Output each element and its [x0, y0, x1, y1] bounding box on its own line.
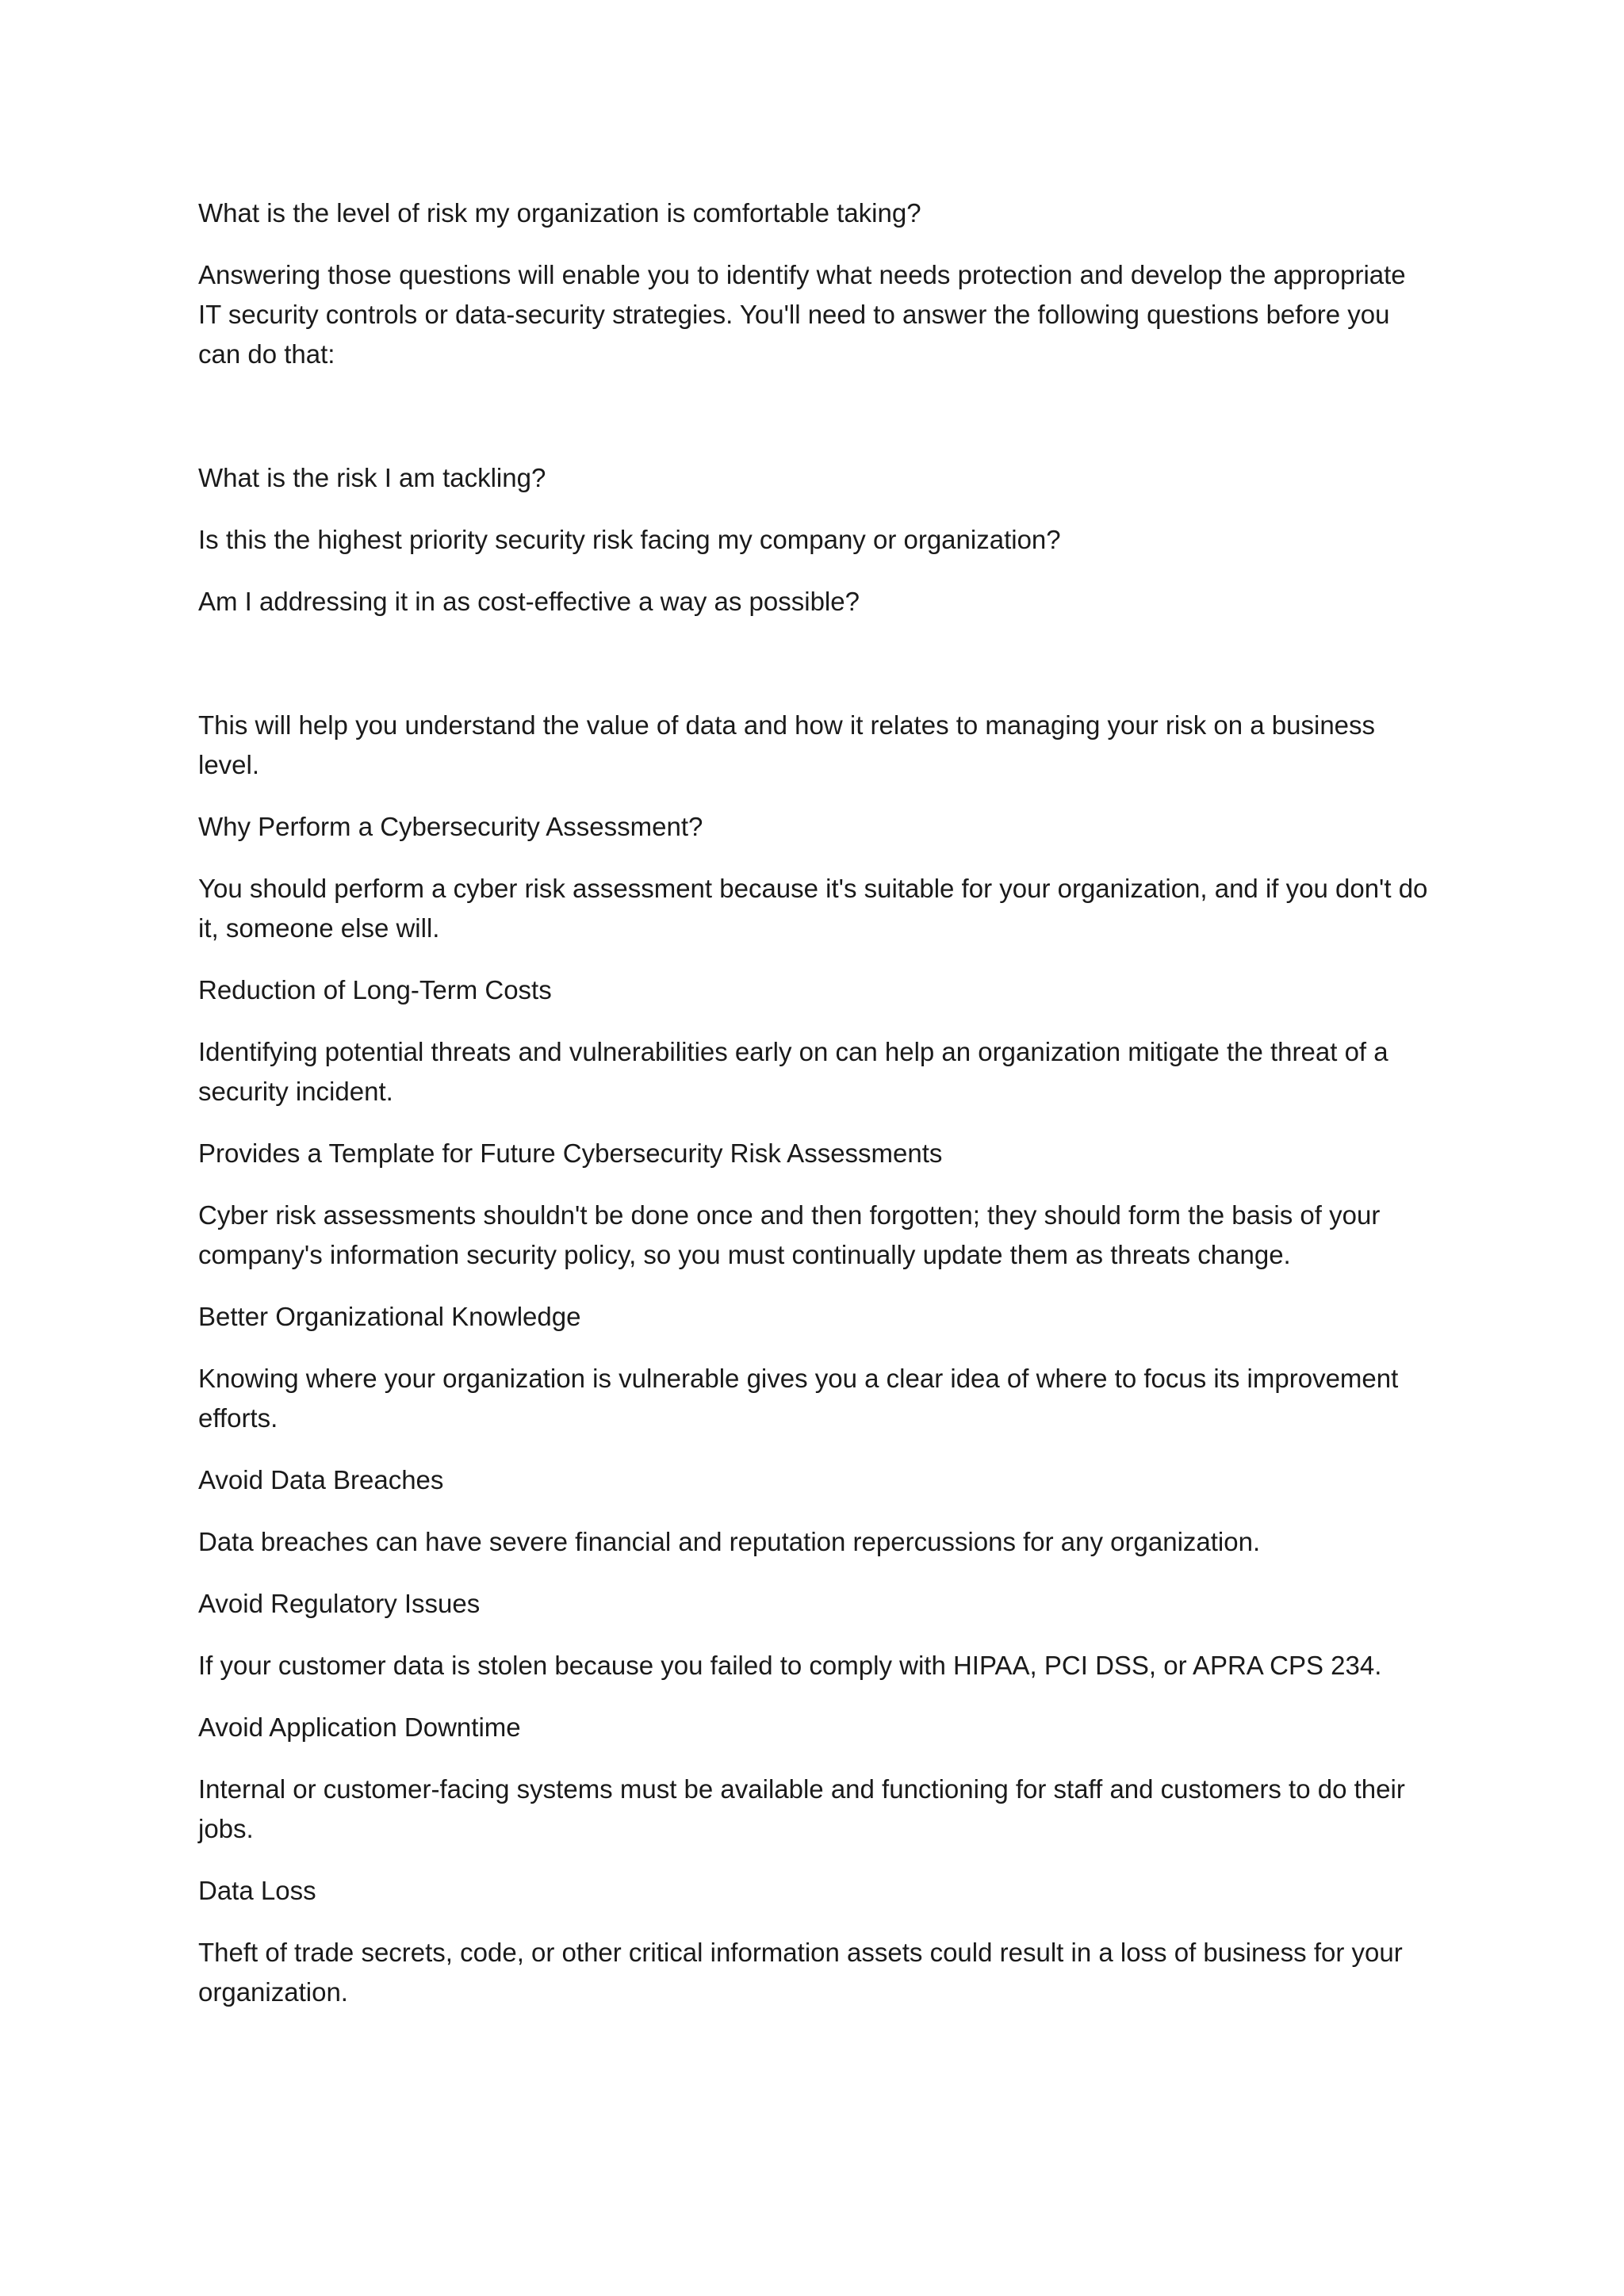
paragraph-assessments-basis: Cyber risk assessments shouldn't be done once and then forgotten; they should form the basis of your company's information security policy, so you must continually update them as threats change. — [198, 1200, 1381, 1269]
paragraph-theft-of-secrets: Theft of trade secrets, code, or other critical information assets could result in a loss of business for your organization. — [198, 1938, 1403, 2007]
paragraph-data-breaches: Data breaches can have severe financial and reputation repercussions for any organization. — [198, 1527, 1261, 1556]
paragraph-value-of-data: This will help you understand the value of data and how it relates to managing your risk on a business level. — [198, 710, 1376, 779]
heading-avoid-data-breaches: Avoid Data Breaches — [198, 1465, 444, 1494]
heading-avoid-regulatory-issues: Avoid Regulatory Issues — [198, 1589, 481, 1618]
paragraph-highest-priority-question: Is this the highest priority security risk facing my company or organization? — [198, 525, 1061, 554]
heading-organizational-knowledge: Better Organizational Knowledge — [198, 1302, 581, 1331]
document-body — [198, 193, 1435, 2034]
spacer — [198, 644, 1435, 706]
spacer — [198, 396, 1435, 458]
heading-reduction-of-costs: Reduction of Long-Term Costs — [198, 975, 552, 1004]
paragraph-customer-data-stolen: If your customer data is stolen because you failed to comply with HIPAA, PCI DSS, or APRA CPS 234. — [198, 1651, 1382, 1680]
paragraph-should-perform-assessment: You should perform a cyber risk assessment because it's suitable for your organization, and if you don't do it, someone else will. — [198, 874, 1428, 943]
heading-avoid-application-downtime: Avoid Application Downtime — [198, 1712, 521, 1742]
heading-data-loss: Data Loss — [198, 1876, 316, 1905]
paragraph-risk-tackling-question: What is the risk I am tackling? — [198, 463, 546, 492]
paragraph-risk-level-question: What is the level of risk my organization is comfortable taking? — [198, 198, 921, 228]
paragraph-knowing-vulnerable: Knowing where your organization is vulnerable gives you a clear idea of where to focus its improvement efforts. — [198, 1364, 1399, 1433]
paragraph-internal-systems: Internal or customer-facing systems must be available and functioning for staff and customers to do their jobs. — [198, 1774, 1405, 1843]
paragraph-identifying-threats: Identifying potential threats and vulnerabilities early on can help an organization mitigate the threat of a security incident. — [198, 1037, 1388, 1106]
paragraph-answering-questions: Answering those questions will enable you to identify what needs protection and develop the appropriate IT security controls or data-security strategies. You'll need to answer the following questions before you can do that: — [198, 260, 1406, 369]
heading-why-perform-assessment: Why Perform a Cybersecurity Assessment? — [198, 812, 703, 841]
heading-provides-template: Provides a Template for Future Cybersecurity Risk Assessments — [198, 1138, 943, 1168]
paragraph-cost-effective-question: Am I addressing it in as cost-effective a way as possible? — [198, 587, 860, 616]
